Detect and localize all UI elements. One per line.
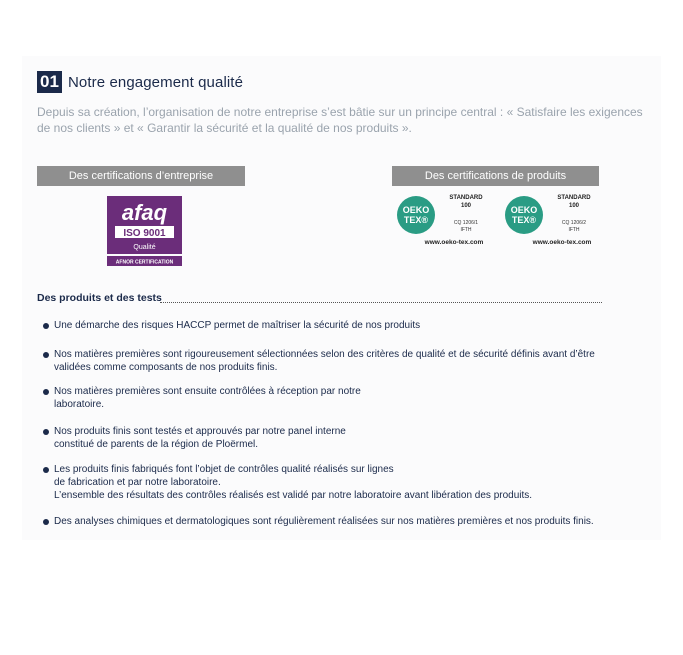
afaq-quality-text: Qualité [133,244,156,251]
oeko-line2: TEX® [511,215,537,225]
bullet-icon [43,467,49,473]
bullet-icon [43,389,49,395]
bullet-icon [43,519,49,525]
section-number: 01 [37,71,62,93]
products-section-title: Des produits et des tests [37,292,162,304]
oeko-standard-number: 100 [568,203,579,209]
list-item [40,319,420,332]
afaq-footer-text: AFNOR CERTIFICATION [115,259,174,266]
oeko-standard-number: 100 [460,203,471,209]
list-item-text: Une démarche des risques HACCP permet de maîtriser la sécurité de nos produits [54,320,421,331]
page-title: Notre engagement qualité [68,73,244,91]
section-header [37,71,243,93]
oeko-certificate [549,220,599,234]
oeko-line1: OEKO [402,205,430,215]
list-item-text: Nos matières premières sont rigoureusement sélectionnées selon des critères de qualité et de sécurité définis avant d’être validées comme composants de nos produits finis. [54,349,595,373]
oeko-line1: OEKO [510,205,538,215]
oeko-line2: TEX® [403,215,429,225]
afaq-iso9001-logo [107,196,182,266]
intro-paragraph: Depuis sa création, l’organisation de notre entreprise s’est bâtie sur un principe central : « Satisfaire les exigences de nos clients » et « Garantir la sécurité et la qualité de nos produits ». [37,105,643,135]
company-certifications-label: Des certifications d’entreprise [37,166,245,186]
oeko-url: www.oeko-tex.com [532,239,592,246]
dotted-leader [160,294,602,303]
list-item-text: Nos produits finis sont testés et approuvés par notre panel interne constitué de parents de la région de Ploërmel. [54,426,346,450]
oeko-tex-badge [505,196,543,234]
oeko-certificate-code: CQ 1206/2 [561,220,587,226]
list-item [40,463,532,502]
list-item [40,348,595,374]
bullet-icon [43,323,49,329]
oeko-institute: IFTH [460,227,472,233]
oeko-tex-badge [397,196,435,234]
bullet-icon [43,352,49,358]
oeko-standard [549,194,599,210]
oeko-standard [441,194,491,210]
oeko-standard-label: STANDARD [557,195,591,201]
bullet-icon [43,429,49,435]
list-item-text: Nos matières premières sont ensuite contrôlées à réception par notre laboratoire. [54,386,361,410]
oeko-certificate-code: CQ 1206/1 [453,220,479,226]
oeko-standard-label: STANDARD [449,195,483,201]
afaq-brand-text: afaq [121,200,168,225]
oeko-institute: IFTH [568,227,580,233]
list-item-text: Des analyses chimiques et dermatologiques sont régulièrement réalisées sur nos matières premières et nos produits finis. [54,516,594,527]
list-item-text: Les produits finis fabriqués font l’objet de contrôles qualité réalisés sur lignes de fabrication et par notre laboratoire. L’ensemble des résultats des contrôles réalisés est validé par notre laboratoire avant libération des produits. [54,464,533,501]
oeko-url: www.oeko-tex.com [424,239,484,246]
oeko-tex-logo [397,194,493,248]
list-item [40,385,361,411]
oeko-tex-logo [505,194,601,248]
list-item [40,515,594,528]
oeko-certificate [441,220,491,234]
afaq-iso-text: ISO 9001 [123,228,166,239]
list-item [40,425,346,451]
product-certifications-label: Des certifications de produits [392,166,599,186]
